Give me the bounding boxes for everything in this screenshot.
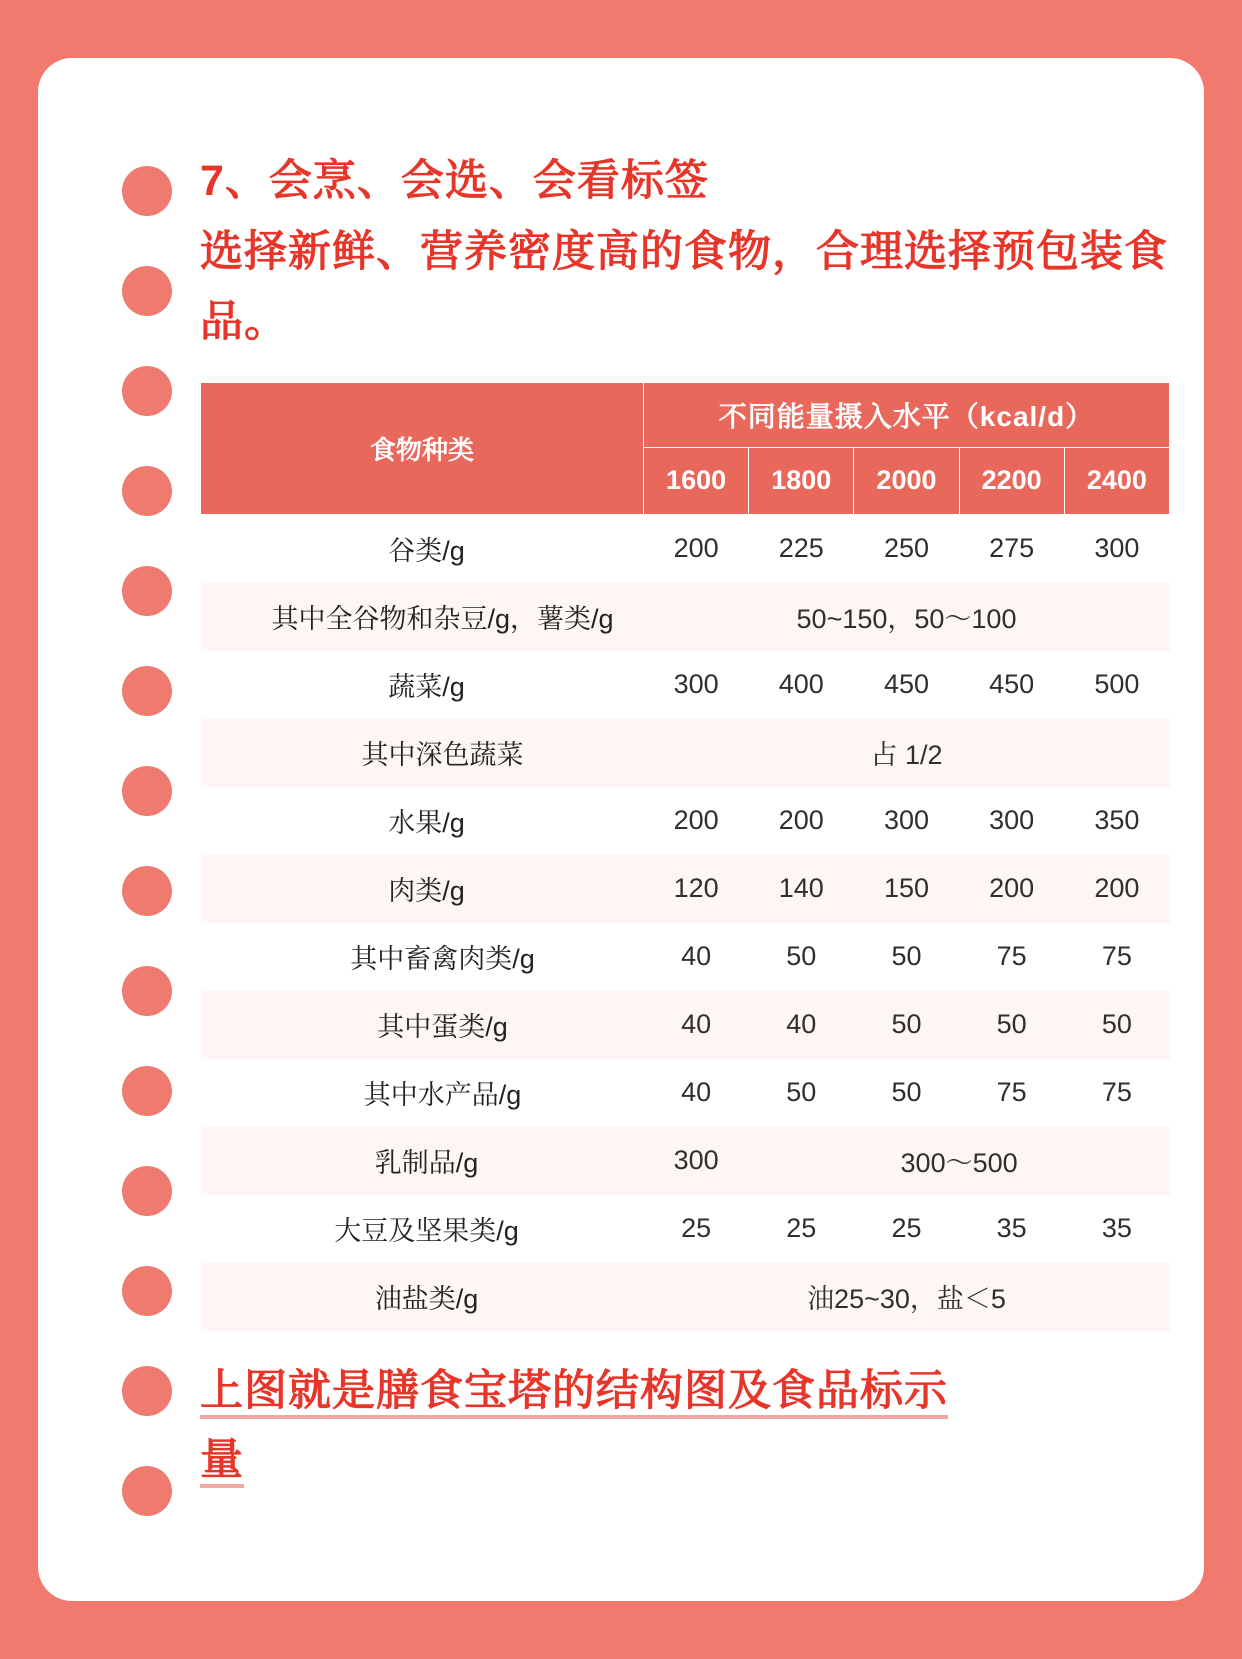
- cell-value-span: 300～500: [900, 1148, 1018, 1179]
- header-level-1600: 1600: [644, 447, 749, 514]
- cell-value: 50: [1101, 1009, 1132, 1040]
- table-body: [201, 514, 1170, 1331]
- cell-food-name: 油盐类/g: [374, 1284, 479, 1315]
- header-level-2000: 2000: [854, 447, 959, 514]
- cell-value: 40: [681, 1077, 712, 1108]
- table-row: [201, 1263, 1170, 1331]
- punch-hole-dot: [122, 1366, 172, 1416]
- header-level-2400: 2400: [1064, 447, 1169, 514]
- page-title: 7、会烹、会选、会看标签: [200, 157, 709, 205]
- cell-food-name: 谷类/g: [388, 536, 465, 567]
- punch-hole-dot: [122, 766, 172, 816]
- cell-value: 150: [883, 873, 929, 904]
- table-row: [201, 1059, 1170, 1127]
- footnote-line-2: 量: [200, 1436, 244, 1485]
- punch-hole-dot: [122, 566, 172, 616]
- page-subtitle: 选择新鲜、营养密度高的食物，合理选择预包装食品。: [200, 228, 1168, 346]
- cell-value: 200: [1094, 873, 1140, 904]
- cell-value: 300: [673, 669, 719, 700]
- cell-value: 250: [883, 533, 929, 564]
- punch-hole-dot: [122, 1166, 172, 1216]
- document-body: [200, 150, 1170, 1496]
- punch-hole-dot: [122, 1066, 172, 1116]
- cell-food-name: 其中全谷物和杂豆/g，薯类/g: [271, 604, 614, 635]
- cell-value: 50: [891, 941, 922, 972]
- cell-value: 35: [1101, 1213, 1132, 1244]
- cell-value: 25: [891, 1213, 922, 1244]
- header-energy-levels: 不同能量摄入水平（kcal/d）: [644, 382, 1170, 447]
- cell-value-span: 50~150，50～100: [796, 604, 1017, 635]
- cell-food-name: 其中水产品/g: [363, 1080, 522, 1111]
- cell-food-name: 肉类/g: [388, 876, 465, 907]
- cell-value: 50: [891, 1077, 922, 1108]
- punch-hole-dot: [122, 166, 172, 216]
- cell-value: 40: [786, 1009, 817, 1040]
- cell-value: 300: [673, 1145, 719, 1176]
- cell-value: 400: [778, 669, 824, 700]
- punch-hole-dot: [122, 266, 172, 316]
- cell-value: 50: [786, 1077, 817, 1108]
- cell-value: 300: [883, 805, 929, 836]
- content-card: [38, 58, 1204, 1601]
- nutrition-table: [200, 382, 1170, 1331]
- punch-hole-dot: [122, 966, 172, 1016]
- cell-value: 40: [681, 1009, 712, 1040]
- cell-value-span: 占 1/2: [870, 740, 943, 771]
- cell-value: 75: [996, 1077, 1027, 1108]
- cell-value: 50: [996, 1009, 1027, 1040]
- header-level-2200: 2200: [959, 447, 1064, 514]
- cell-value: 25: [786, 1213, 817, 1244]
- cell-value: 40: [681, 941, 712, 972]
- table-head: [201, 382, 1170, 514]
- cell-food-name: 大豆及坚果类/g: [334, 1216, 519, 1247]
- table-header-row-top: [201, 382, 1170, 447]
- table-row: [201, 719, 1170, 787]
- footnote-line-1: 上图就是膳食宝塔的结构图及食品标示: [200, 1366, 948, 1415]
- punch-hole-dot: [122, 1266, 172, 1316]
- cell-value: 75: [1101, 1077, 1132, 1108]
- cell-value: 120: [673, 873, 719, 904]
- cell-value: 350: [1094, 805, 1140, 836]
- cell-value: 225: [778, 533, 824, 564]
- cell-value: 75: [1101, 941, 1132, 972]
- cell-value: 500: [1094, 669, 1140, 700]
- cell-food-name: 其中蛋类/g: [377, 1012, 508, 1043]
- cell-food-name: 水果/g: [388, 808, 465, 839]
- cell-value: 450: [989, 669, 1035, 700]
- cell-value: 300: [989, 805, 1035, 836]
- nutrition-table-wrapper: [200, 382, 1170, 1331]
- punch-hole-dot: [122, 466, 172, 516]
- cell-value: 200: [673, 805, 719, 836]
- cell-food-name: 其中畜禽肉类/g: [350, 944, 535, 975]
- punch-hole-dot: [122, 366, 172, 416]
- punch-hole-dot: [122, 666, 172, 716]
- table-row: [201, 787, 1170, 855]
- cell-value: 200: [673, 533, 719, 564]
- cell-value: 200: [989, 873, 1035, 904]
- cell-value: 35: [996, 1213, 1027, 1244]
- table-row: [201, 1195, 1170, 1263]
- cell-value: 450: [883, 669, 929, 700]
- cell-value: 25: [681, 1213, 712, 1244]
- cell-value: 50: [786, 941, 817, 972]
- cell-value: 200: [778, 805, 824, 836]
- cell-value: 75: [996, 941, 1027, 972]
- punch-hole-dot: [122, 866, 172, 916]
- header-level-1800: 1800: [749, 447, 854, 514]
- table-row: [201, 1127, 1170, 1195]
- cell-value: 50: [891, 1009, 922, 1040]
- table-row: [201, 855, 1170, 923]
- cell-value: 140: [778, 873, 824, 904]
- header-food-category: 食物种类: [201, 382, 644, 514]
- punch-hole-dots: [122, 166, 182, 1516]
- cell-food-name: 其中深色蔬菜: [361, 740, 524, 771]
- table-row: [201, 583, 1170, 651]
- punch-hole-dot: [122, 1466, 172, 1516]
- cell-food-name: 乳制品/g: [374, 1148, 479, 1179]
- table-row: [201, 514, 1170, 583]
- cell-value: 300: [1094, 533, 1140, 564]
- table-row: [201, 923, 1170, 991]
- footnote: [200, 1357, 1170, 1496]
- table-row: [201, 651, 1170, 719]
- cell-food-name: 蔬菜/g: [388, 672, 465, 703]
- cell-value: 275: [989, 533, 1035, 564]
- cell-value-span: 油25~30，盐＜5: [807, 1284, 1006, 1315]
- table-row: [201, 991, 1170, 1059]
